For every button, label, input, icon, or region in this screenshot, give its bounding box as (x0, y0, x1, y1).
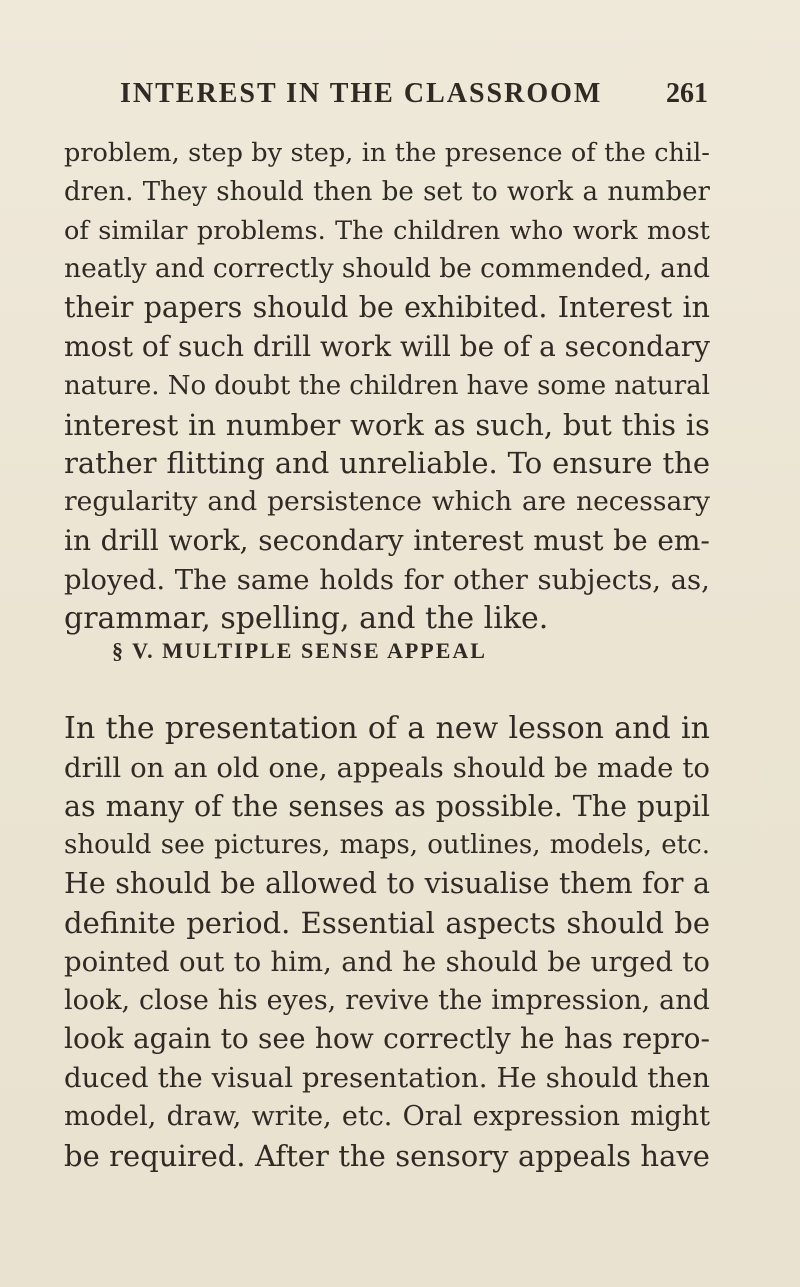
text-line: as many of the senses as possible. The pupil (64, 789, 710, 823)
text-line: neatly and correctly should be commended, and (64, 253, 710, 285)
text-line: pointed out to him, and he should be urged to (64, 945, 710, 978)
text-line: look again to see how correctly he has repro- (64, 1022, 710, 1056)
text-line: problem, step by step, in the presence of the chil- (64, 138, 710, 168)
text-line: dren. They should then be set to work a number (64, 176, 710, 207)
text-line: in drill work, secondary interest must be em- (64, 523, 710, 557)
text-line: definite period. Essential aspects should be (64, 905, 710, 940)
text-line: their papers should be exhibited. Interest in (64, 291, 710, 325)
text-line: He should be allowed to visualise them for a (64, 867, 710, 901)
text-line: duced the visual presentation. He should then (64, 1062, 710, 1095)
text-line: look, close his eyes, revive the impression, and (64, 984, 710, 1016)
text-line: most of such drill work will be of a secondary (64, 329, 710, 363)
text-line: of similar problems. The children who work most (64, 215, 710, 246)
text-line: rather flitting and unreliable. To ensure the (64, 446, 710, 481)
page-number: 261 (666, 78, 708, 109)
text-line: ployed. The same holds for other subjects, as, (64, 563, 710, 596)
text-line: should see pictures, maps, outlines, models, etc. (64, 830, 710, 861)
text-line: nature. No doubt the children have some natural (64, 370, 710, 401)
text-line: regularity and persistence which are necessary (64, 486, 710, 518)
text-line: be required. After the sensory appeals have (64, 1138, 710, 1173)
text-line: model, draw, write, etc. Oral expression might (64, 1100, 710, 1132)
text-line: grammar, spelling, and the like. (64, 600, 549, 636)
paragraph-2 (64, 710, 710, 1176)
paragraph-1 (64, 134, 710, 638)
text-line: In the presentation of a new lesson and in (64, 711, 710, 746)
section-heading: § V. MULTIPLE SENSE APPEAL (112, 638, 487, 663)
running-title: INTEREST IN THE CLASSROOM (120, 78, 603, 109)
text-line: drill on an old one, appeals should be made to (64, 751, 710, 784)
running-head (0, 72, 800, 116)
text-line: interest in number work as such, but this is (64, 407, 710, 442)
